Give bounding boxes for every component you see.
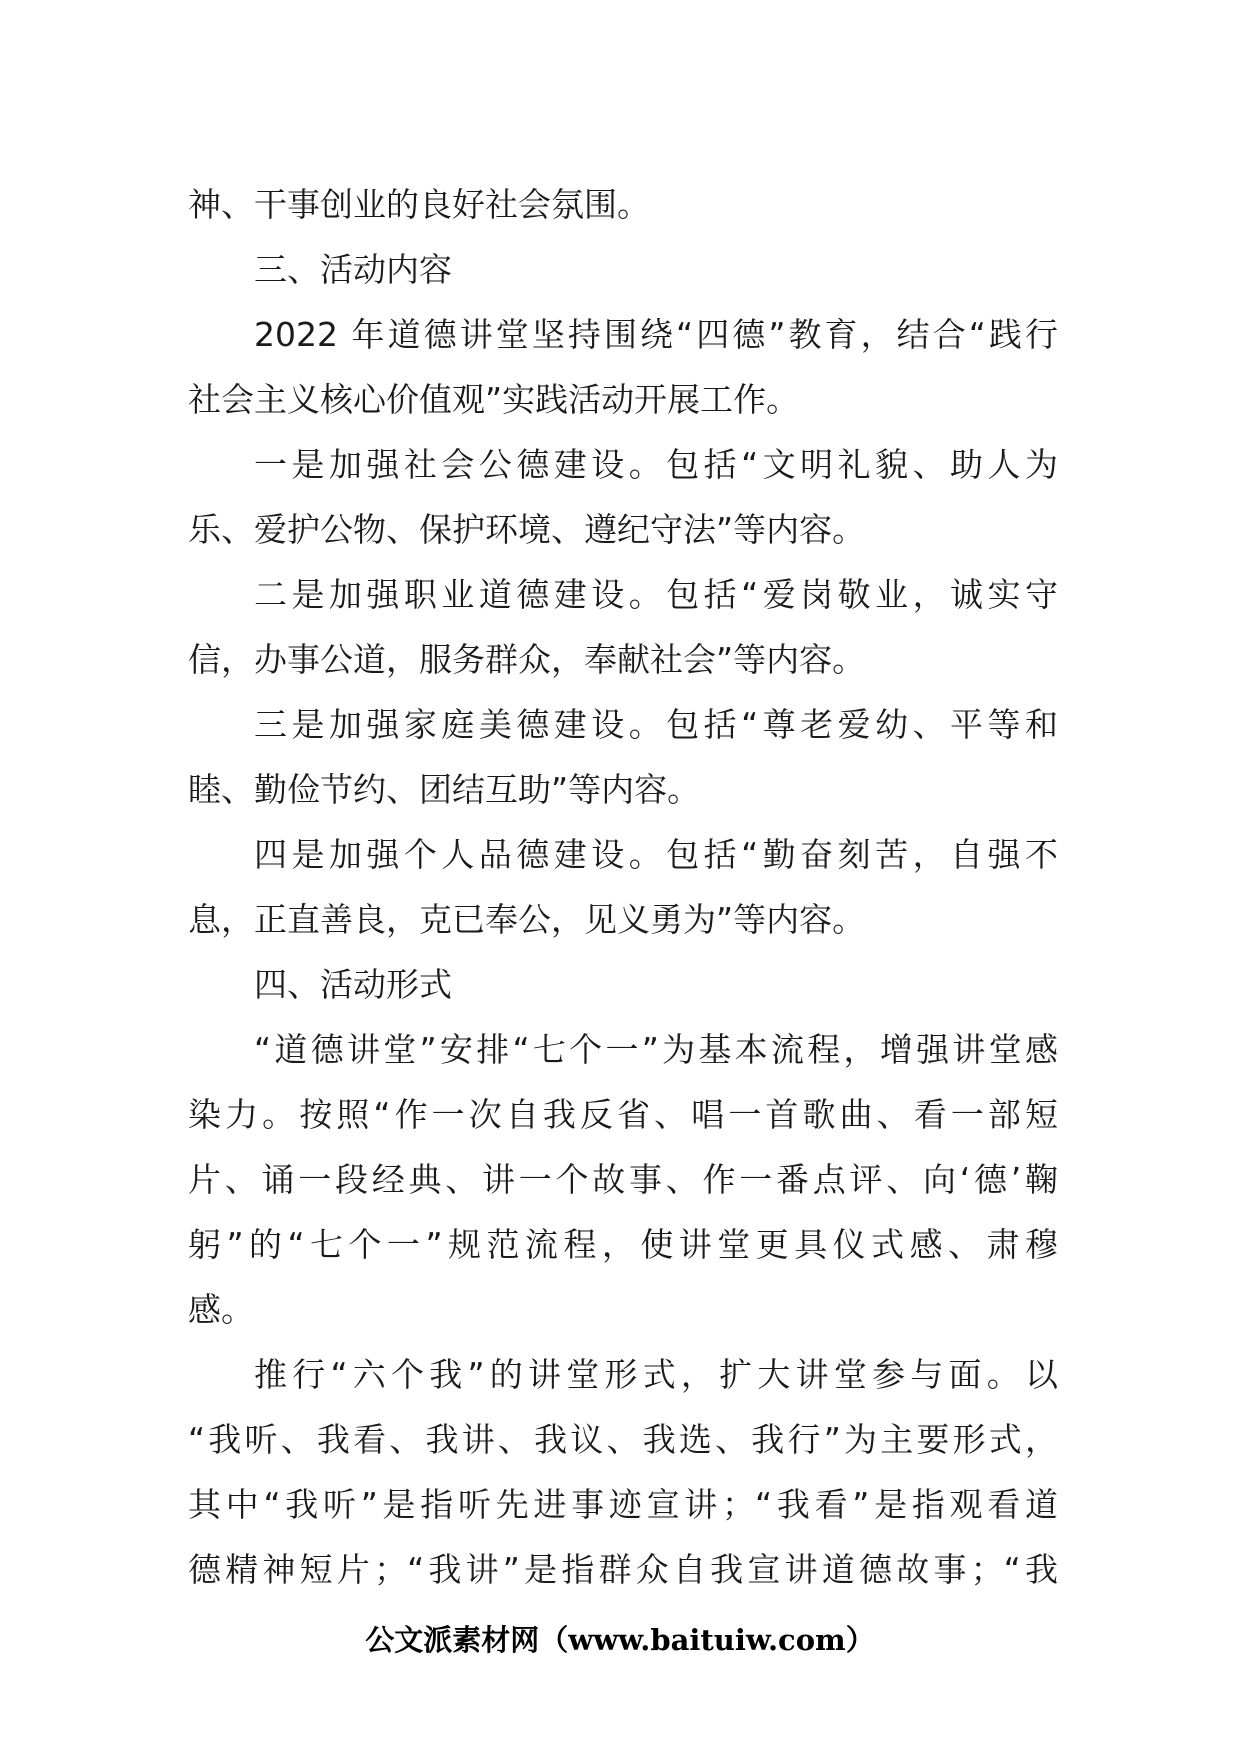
section-heading: 三、活动内容 xyxy=(254,250,452,289)
section-heading: 四、活动形式 xyxy=(254,965,452,1004)
text-line: 息，正直善良，克已奉公，见义勇为”等内容。 xyxy=(188,900,866,939)
text-line: 染力。按照“作一次自我反省、唱一首歌曲、看一部短 xyxy=(188,1095,1058,1134)
text-line: 信，办事公道，服务群众，奉献社会”等内容。 xyxy=(188,640,866,679)
text-line: 感。 xyxy=(188,1290,254,1329)
document-body xyxy=(188,172,1058,1602)
text-line: 二是加强职业道德建设。包括“爱岗敬业，诚实守 xyxy=(254,575,1058,614)
text-line: 睦、勤俭节约、团结互助”等内容。 xyxy=(188,770,701,809)
footer-watermark: 公文派素材网（www.baituiw.com） xyxy=(365,1623,875,1657)
text-line: 神、干事创业的良好社会氛围。 xyxy=(188,185,650,224)
text-line: 推行“六个我”的讲堂形式，扩大讲堂参与面。以 xyxy=(254,1355,1058,1394)
text-line: 社会主义核心价值观”实践活动开展工作。 xyxy=(188,380,800,419)
text-line: 躬”的“七个一”规范流程，使讲堂更具仪式感、肃穆 xyxy=(188,1225,1058,1264)
text-line: 德精神短片；“我讲”是指群众自我宣讲道德故事；“我 xyxy=(188,1550,1058,1589)
text-line: 四是加强个人品德建设。包括“勤奋刻苦，自强不 xyxy=(254,835,1058,874)
text-line: 一是加强社会公德建设。包括“文明礼貌、助人为 xyxy=(254,445,1058,484)
text-line: “我听、我看、我讲、我议、我选、我行”为主要形式， xyxy=(188,1420,1058,1459)
text-line: 2022 年道德讲堂坚持围绕“四德”教育，结合“践行 xyxy=(254,315,1058,354)
text-line: 乐、爱护公物、保护环境、遵纪守法”等内容。 xyxy=(188,510,866,549)
text-line: 三是加强家庭美德建设。包括“尊老爱幼、平等和 xyxy=(254,705,1058,744)
text-line: “道德讲堂”安排“七个一”为基本流程，增强讲堂感 xyxy=(254,1030,1058,1069)
text-line: 其中“我听”是指听先进事迹宣讲；“我看”是指观看道 xyxy=(188,1485,1058,1524)
text-line: 片、诵一段经典、讲一个故事、作一番点评、向‘德’鞠 xyxy=(188,1160,1058,1199)
